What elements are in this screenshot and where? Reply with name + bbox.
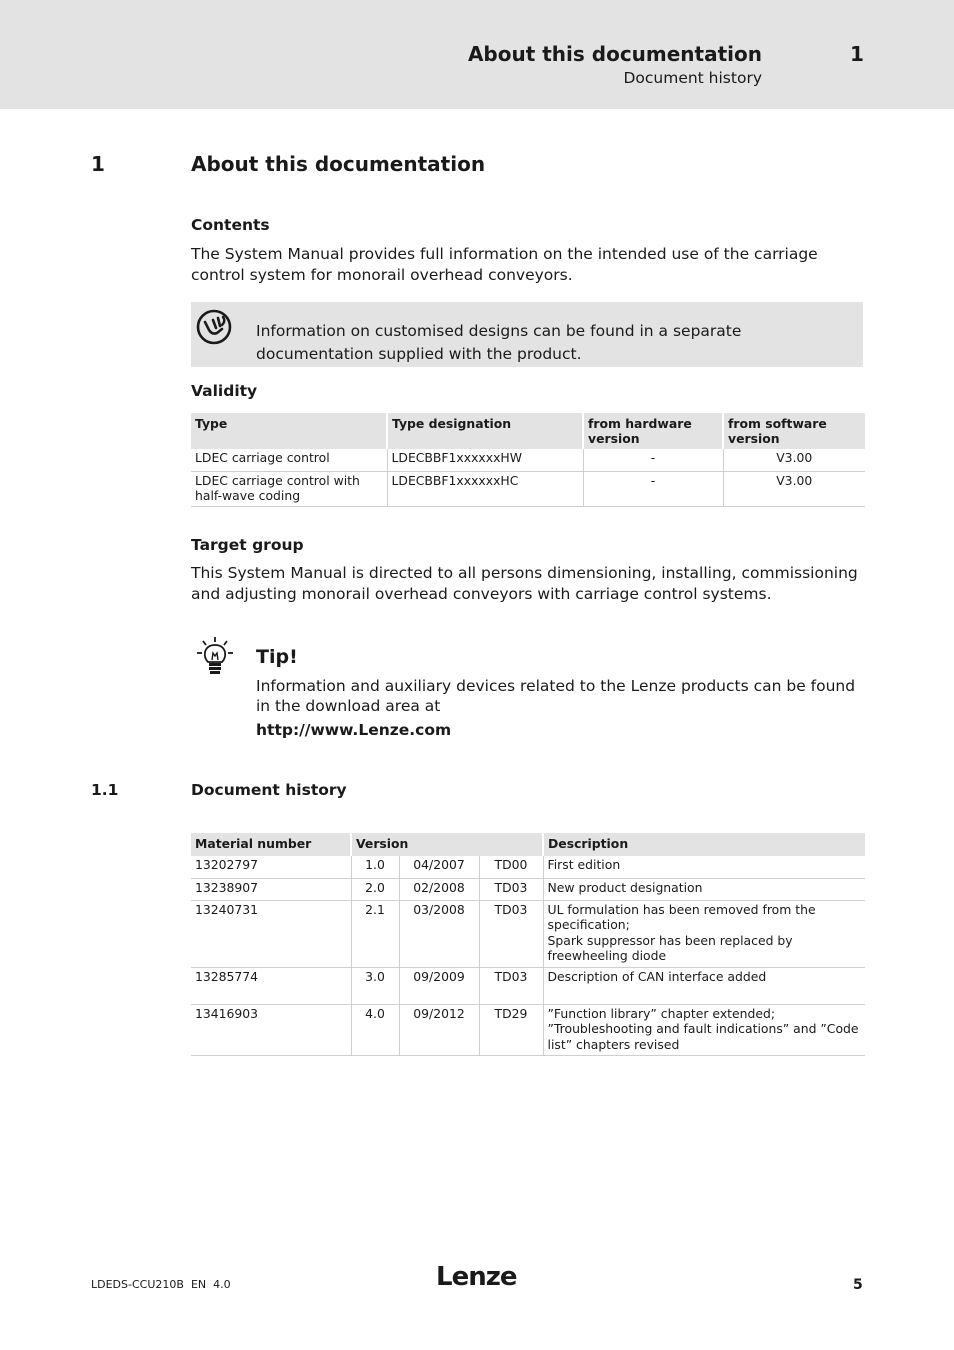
validity-col-type: Type — [191, 413, 387, 449]
footer-language: EN — [190, 1278, 207, 1291]
footer-doc-id: LDEDS-CCU210B — [91, 1278, 184, 1291]
header-chapter-number: 1 — [850, 42, 864, 66]
hand-note-icon — [196, 308, 234, 346]
tip-text: Information and auxiliary devices related to the Lenze products can be found in the download area at — [256, 677, 856, 715]
table-row: 13240731 2.1 03/2008 TD03 UL formulation has been removed from the specification; Spark suppressor has been replaced by freewheeling diode — [191, 900, 865, 967]
validity-table — [191, 413, 865, 507]
page-number: 5 — [853, 1277, 863, 1293]
note-text: Information on customised designs can be found in a separate documentation supplied with the product. — [256, 322, 742, 363]
table-row: 13238907 2.0 02/2008 TD03 New product designation — [191, 878, 865, 900]
header-subtitle: Document history — [623, 69, 762, 87]
chapter-title: About this documentation — [191, 152, 486, 176]
table-row: LDEC carriage control LDECBBF1xxxxxxHW - V3.00 — [191, 449, 865, 471]
table-row: 13416903 4.0 09/2012 TD29 ”Function library” chapter extended; ”Troubleshooting and fault indications” and ”Code list” chapters revised — [191, 1004, 865, 1055]
tip-title: Tip! — [256, 646, 298, 668]
target-group-text: This System Manual is directed to all persons dimensioning, installing, commissioning and adjusting monorail overhead conveyors with carriage control systems. — [191, 564, 858, 603]
history-col-description: Description — [543, 833, 865, 856]
lightbulb-icon — [196, 636, 234, 676]
history-col-version: Version — [351, 833, 543, 856]
validity-col-hw: from hardware version — [583, 413, 723, 449]
lenze-logo: Lenze — [436, 1262, 517, 1292]
header-title: About this documentation — [467, 42, 762, 66]
history-col-material: Material number — [191, 833, 351, 856]
table-row: 13285774 3.0 09/2009 TD03 Description of CAN interface added — [191, 967, 865, 1004]
section-number: 1.1 — [91, 781, 119, 799]
lenze-link[interactable]: http://www.Lenze.com — [256, 721, 452, 739]
footer-doc-info — [91, 1278, 231, 1291]
validity-col-sw: from software version — [723, 413, 865, 449]
contents-text: The System Manual provides full information on the intended use of the carriage control system for monorail overhead conveyors. — [191, 245, 818, 284]
validity-col-designation: Type designation — [387, 413, 583, 449]
chapter-number: 1 — [91, 152, 105, 176]
section-title: Document history — [191, 781, 347, 799]
table-row: LDEC carriage control with half-wave coding LDECBBF1xxxxxxHC - V3.00 — [191, 471, 865, 506]
target-group-heading: Target group — [191, 536, 304, 554]
contents-heading: Contents — [191, 216, 270, 234]
table-row: 13202797 1.0 04/2007 TD00 First edition — [191, 856, 865, 878]
validity-heading: Validity — [191, 382, 258, 400]
footer-version: 4.0 — [213, 1278, 231, 1291]
history-table — [191, 833, 865, 1056]
